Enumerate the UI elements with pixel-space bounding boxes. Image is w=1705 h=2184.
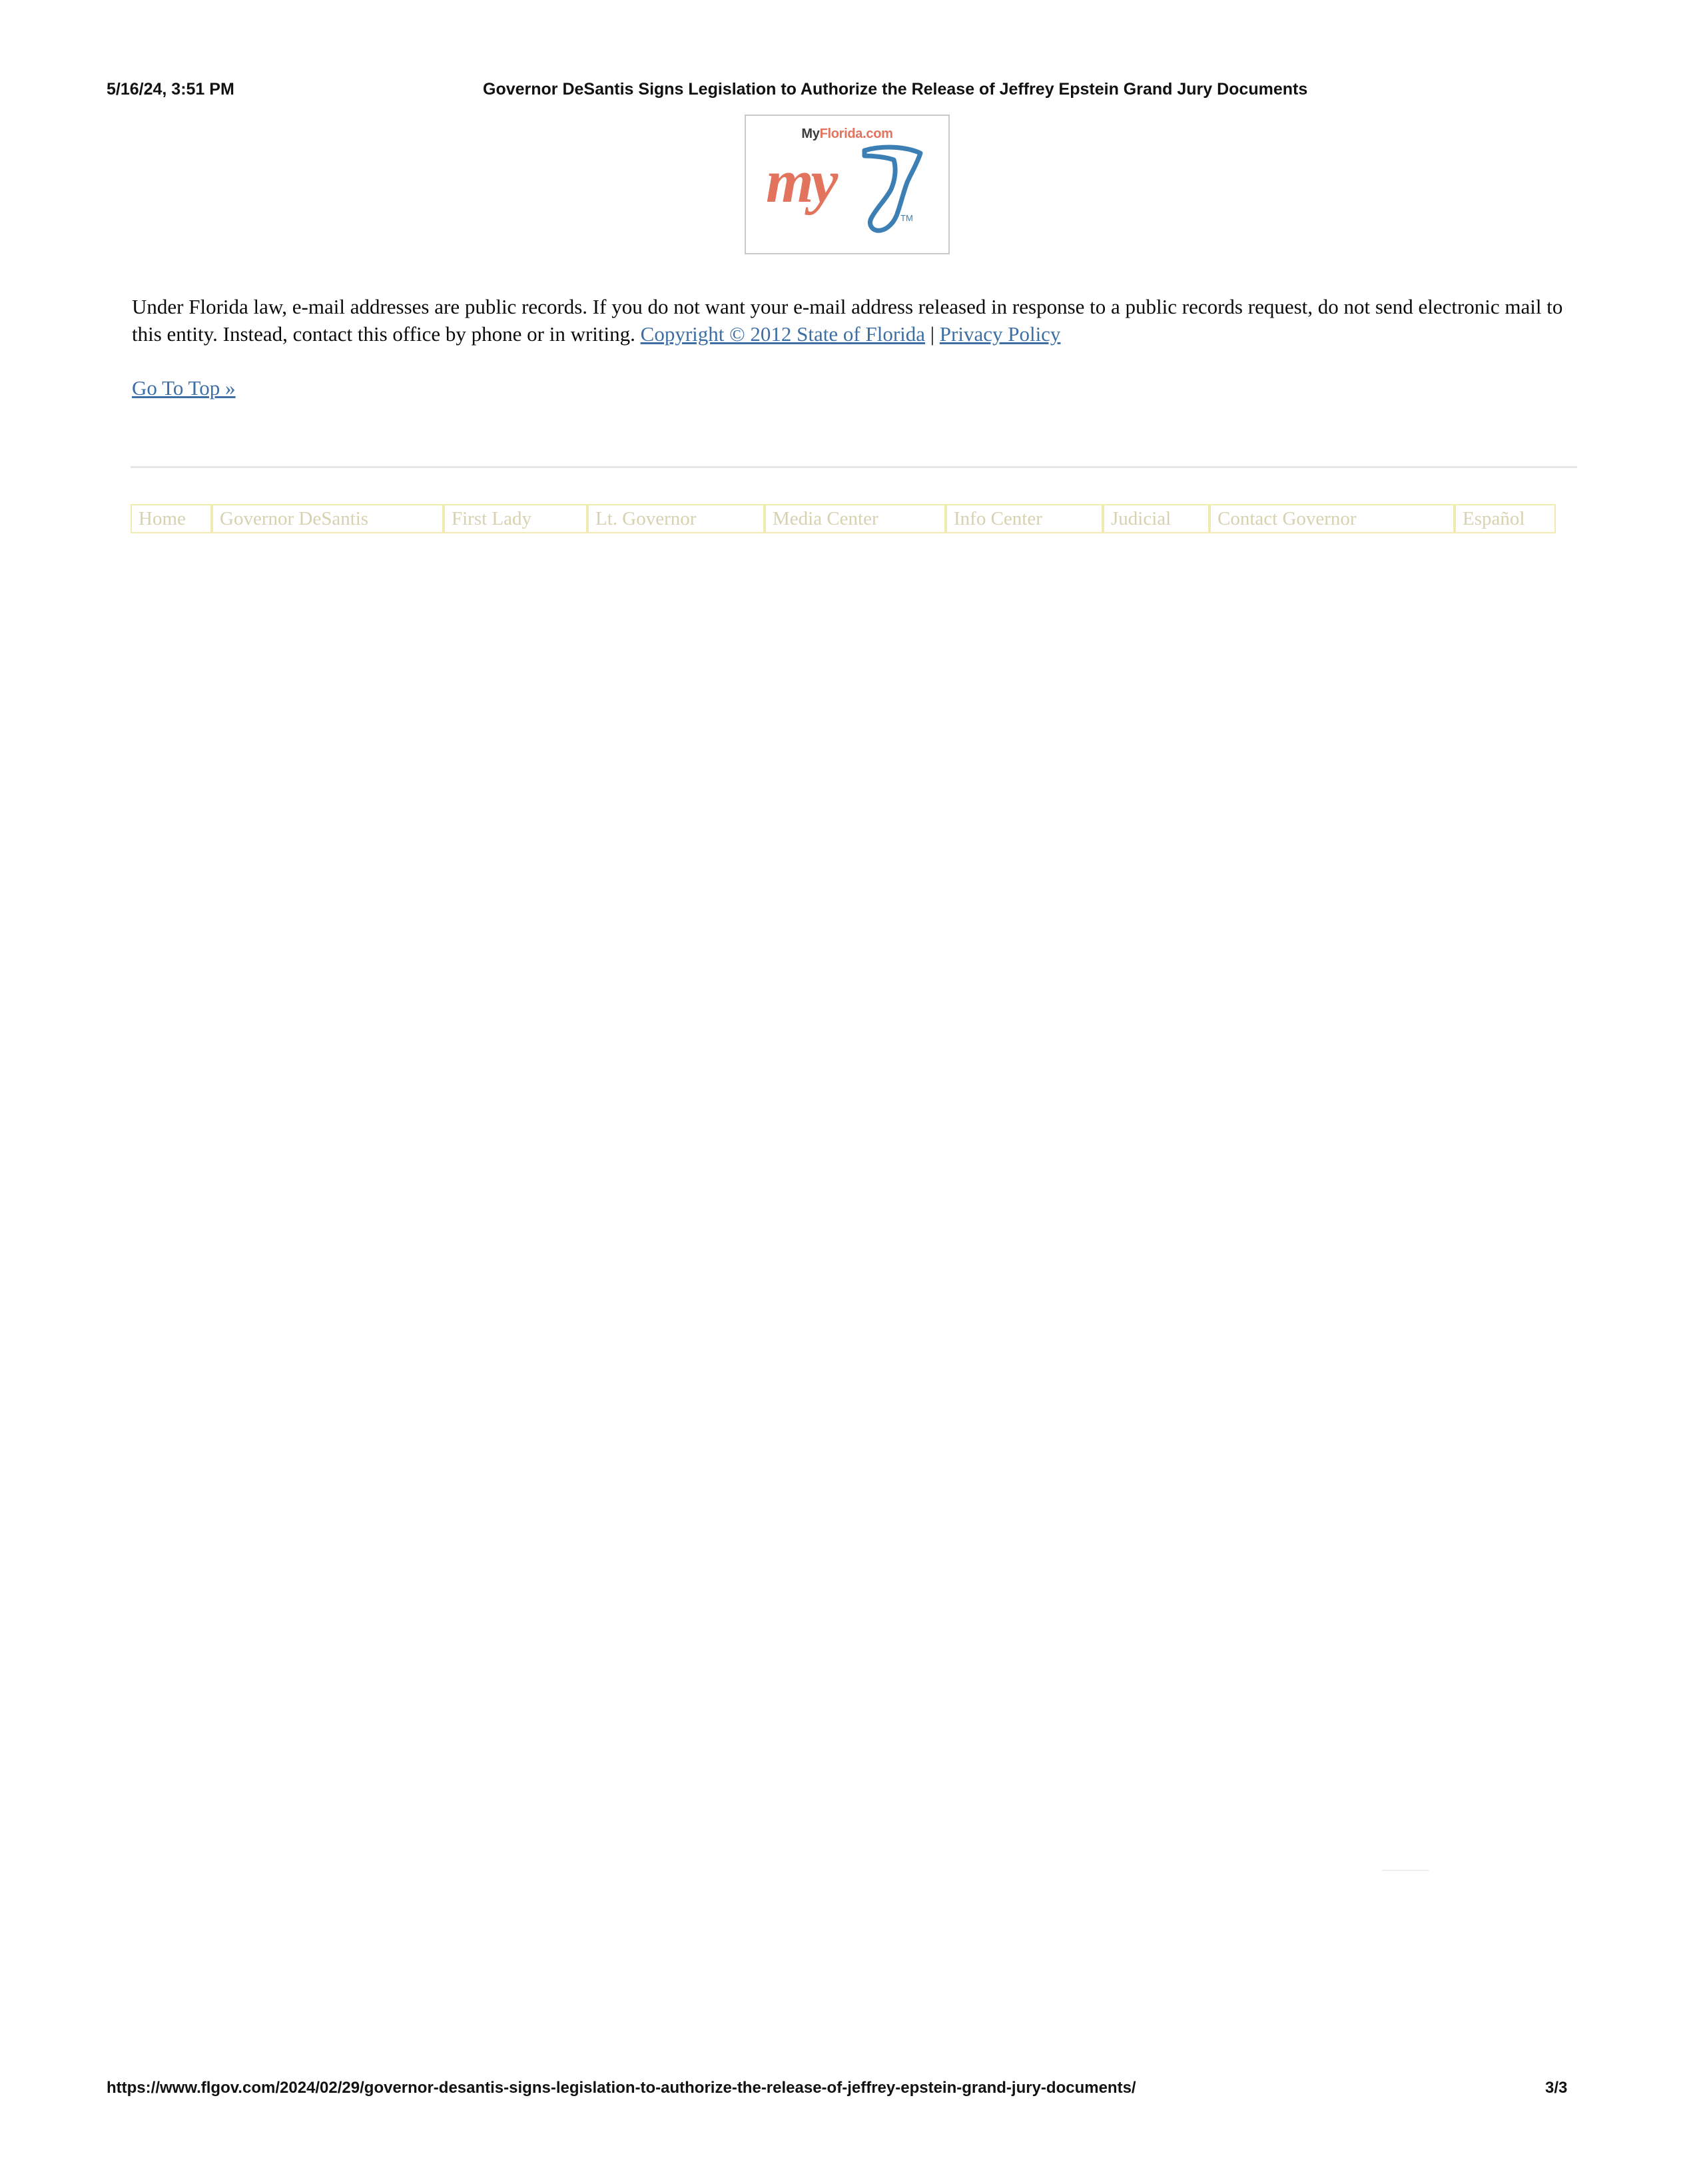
nav-item-contact-governor[interactable]: Contact Governor (1209, 504, 1455, 533)
horizontal-divider (131, 466, 1577, 468)
disclaimer-text: Under Florida law, e-mail addresses are public records. If you do not want your e-mail address released in response to a public records request, do not send electronic mail to this entity. Instead, contact this office by phone or in writing. (132, 295, 1563, 346)
go-to-top-link[interactable]: Go To Top » (132, 376, 236, 400)
nav-item-lt-governor[interactable]: Lt. Governor (587, 504, 765, 533)
nav-item-media-center[interactable]: Media Center (765, 504, 946, 533)
nav-item-home[interactable]: Home (131, 504, 212, 533)
site-navigation[interactable] (131, 504, 1577, 533)
link-separator: | (925, 322, 940, 346)
print-timestamp: 5/16/24, 3:51 PM (107, 80, 234, 99)
print-header (0, 80, 1705, 103)
privacy-policy-link[interactable]: Privacy Policy (939, 322, 1061, 346)
myflorida-logo (745, 115, 950, 254)
public-records-disclaimer (132, 293, 1577, 348)
scan-artifact (1382, 1870, 1429, 1871)
florida-outline-icon (859, 138, 932, 238)
wordmark-prefix: My (801, 127, 820, 141)
logo-script-text: my (766, 147, 836, 215)
copyright-link[interactable]: Copyright © 2012 State of Florida (640, 322, 926, 346)
nav-item-governor-desantis[interactable]: Governor DeSantis (212, 504, 444, 533)
trademark-mark: TM (900, 213, 913, 223)
footer-page-number: 3/3 (1545, 2079, 1568, 2097)
nav-item-judicial[interactable]: Judicial (1103, 504, 1209, 533)
nav-item-info-center[interactable]: Info Center (946, 504, 1103, 533)
wordmark-suffix: Florida.com (819, 127, 893, 141)
footer-url: https://www.flgov.com/2024/02/29/governor-desantis-signs-legislation-to-authorize-the-release-of-jeffrey-epstein-grand-jury-documents/ (107, 2079, 1136, 2097)
nav-item-espanol[interactable]: Español (1455, 504, 1556, 533)
nav-item-first-lady[interactable]: First Lady (444, 504, 587, 533)
page-title: Governor DeSantis Signs Legislation to Authorize the Release of Jeffrey Epstein Grand Jury Documents (483, 80, 1308, 99)
